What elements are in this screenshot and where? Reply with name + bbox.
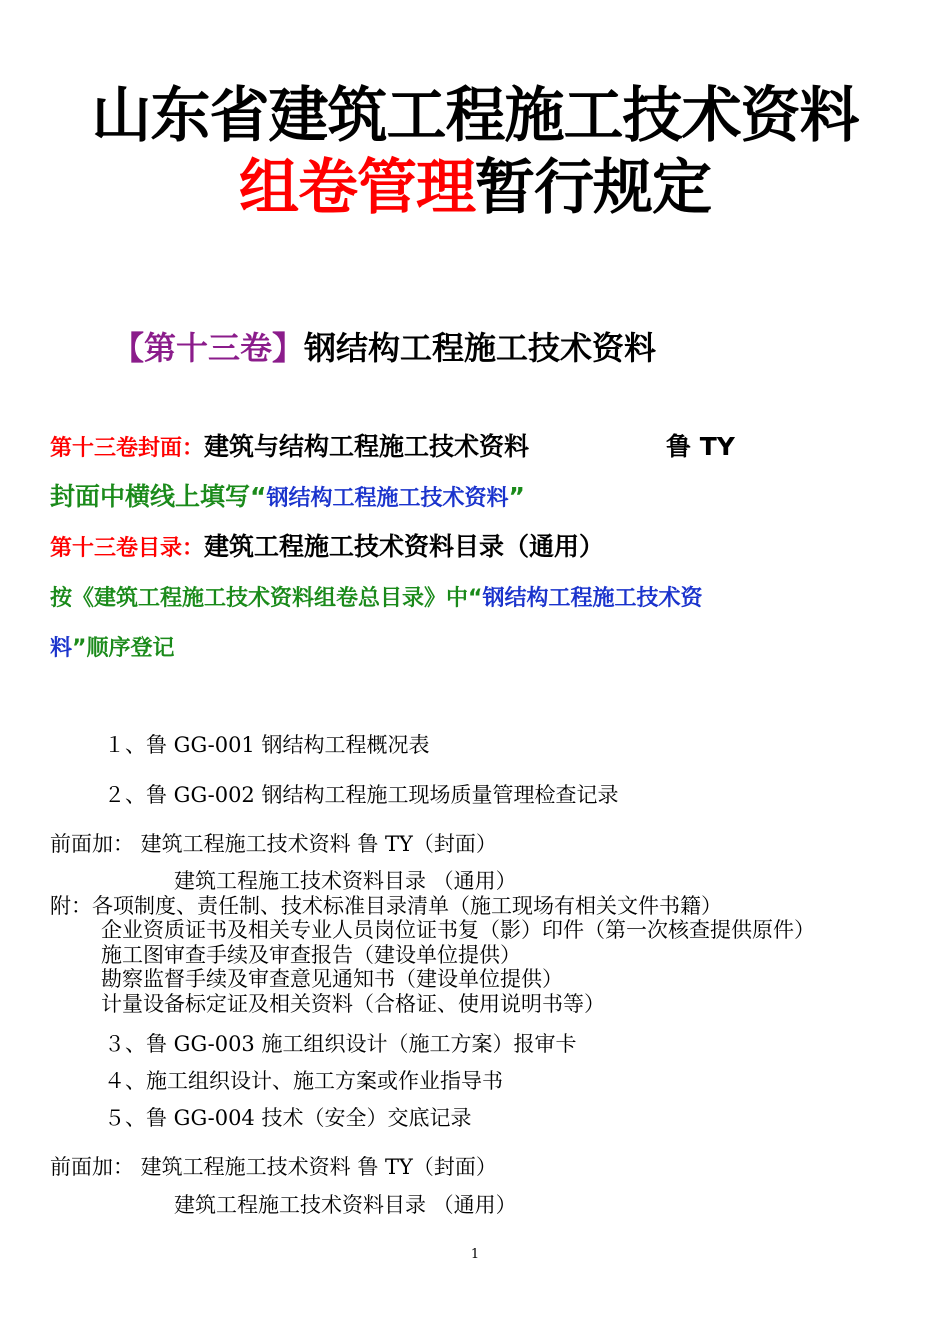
toc-note-line2 [50,630,174,666]
cover-code-text: 鲁 TY [666,432,735,461]
cover-note-prefix: 封面中横线上填写“ [50,482,267,511]
volume-heading [112,326,656,370]
toc-note-line1 [50,580,702,616]
list-item-2: ２、鲁 GG-002 钢结构工程施工现场质量管理检查记录 [104,783,619,807]
attach-line-4: 勘察监督手续及审查意见通知书（建设单位提供） [101,967,563,991]
list-item-5: ５、鲁 GG-004 技术（安全）交底记录 [104,1106,472,1130]
cover-value: 建筑与结构工程施工技术资料 [204,432,530,461]
list-item-1: １、鲁 GG-001 钢结构工程概况表 [104,733,430,757]
document-title-line1 [0,78,950,154]
toc-note-highlight-cont: 料 [50,636,73,661]
toc-value: 建筑工程施工技术资料目录（通用） [204,532,605,561]
attach-line-1: 附：各项制度、责任制、技术标准目录清单（施工现场有相关文件书籍） [50,894,722,918]
title-line2-black: 暂行规定 [475,153,711,223]
attach-line-2: 企业资质证书及相关专业人员岗位证书复（影）印件（第一次核查提供原件） [101,918,815,942]
list-item-4: ４、施工组织设计、施工方案或作业指导书 [104,1069,503,1093]
front-add-2-line2: 建筑工程施工技术资料目录 （通用） [174,1193,517,1217]
document-title-line2 [0,150,950,226]
toc-line [50,530,604,566]
toc-note-highlight: 钢结构工程施工技术资 [482,586,703,611]
attach-line-5: 计量设备标定证及相关资料（合格证、使用说明书等） [101,992,605,1016]
cover-code [666,430,735,464]
volume-name: 钢结构工程施工技术资料 [304,329,657,367]
cover-line [50,430,529,466]
page-number: 1 [470,1247,480,1262]
title-line1-text: 山东省建筑工程施工技术资料 [91,81,859,151]
front-add-1-line1: 前面加： 建筑工程施工技术资料 鲁 TY（封面） [50,832,497,856]
cover-label: 第十三卷封面： [50,436,205,461]
toc-note-suffix: ”顺序登记 [72,636,175,661]
cover-note-suffix: ” [508,482,525,511]
list-item-3: ３、鲁 GG-003 施工组织设计（施工方案）报审卡 [104,1032,577,1056]
attach-line-3: 施工图审查手续及审查报告（建设单位提供） [101,943,521,967]
toc-label: 第十三卷目录： [50,536,205,561]
title-line2-red: 组卷管理 [239,153,475,223]
front-add-2-line1: 前面加： 建筑工程施工技术资料 鲁 TY（封面） [50,1155,497,1179]
cover-note [50,480,525,516]
cover-note-highlight: 钢结构工程施工技术资料 [266,486,509,511]
front-add-1-line2: 建筑工程施工技术资料目录 （通用） [174,869,517,893]
toc-note-prefix: 按《建筑工程施工技术资料组卷总目录》中“ [50,586,483,611]
volume-bracket-label: 【第十三卷】 [112,329,305,367]
